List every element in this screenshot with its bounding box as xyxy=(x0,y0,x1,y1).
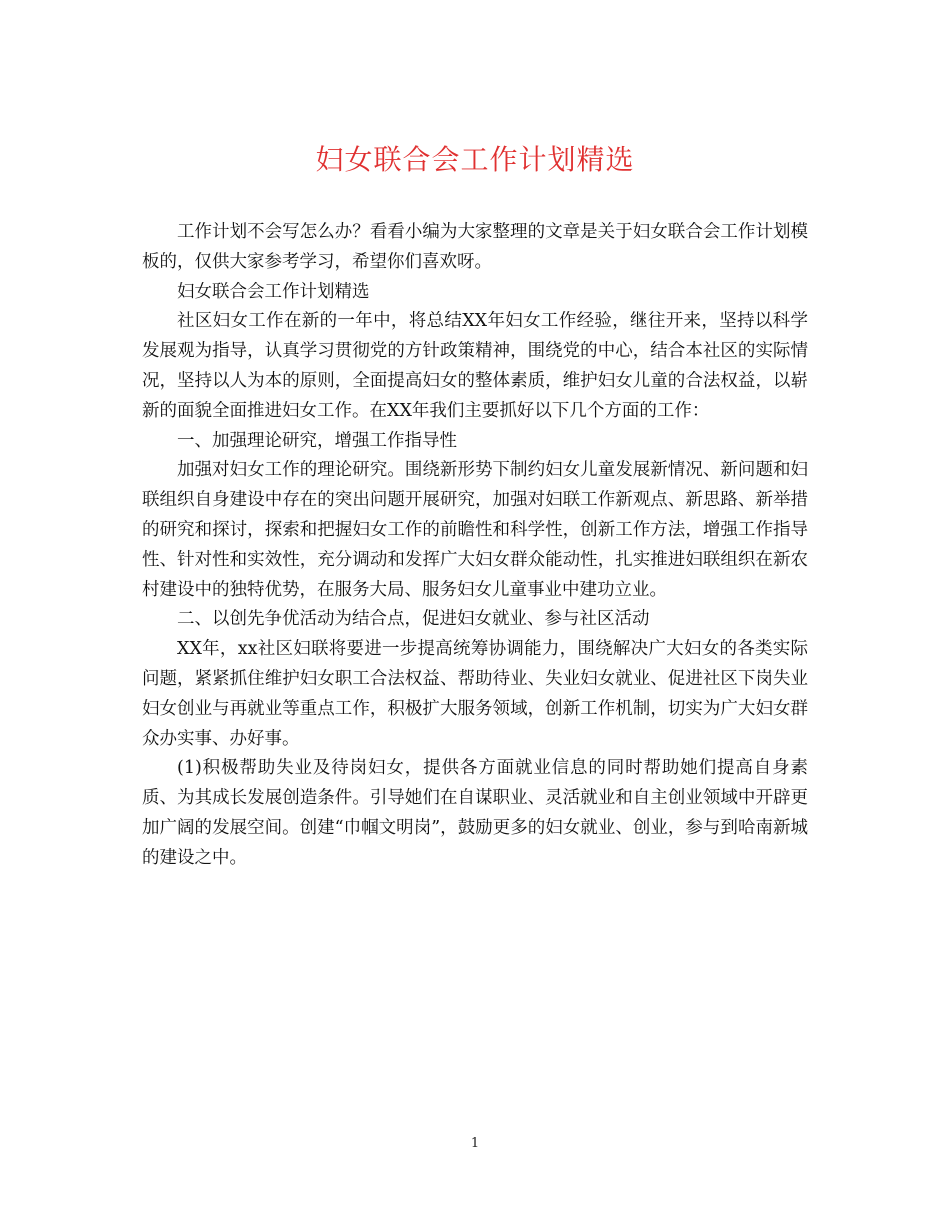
document-title: 妇女联合会工作计划精选 xyxy=(315,143,635,176)
section-paragraph-2: XX年，xx社区妇联将要进一步提高统筹协调能力，围绕解决广大妇女的各类实际问题，紧紧抓住维护妇女职工合法权益、帮助待业、失业妇女就业、促进社区下岗失业妇女创业与再就业等重点工作，积极扩大服务领域，创新工作机制，切实为广大妇女群众办实事、办好事。 xyxy=(142,639,808,749)
document-body xyxy=(142,218,808,874)
page-number: 1 xyxy=(470,1136,480,1151)
section-heading-1: 一、加强理论研究，增强工作指导性 xyxy=(177,430,457,451)
list-item-1: (1)积极帮助失业及待岗妇女，提供各方面就业信息的同时帮助她们提高自身素质、为其成长发展创造条件。引导她们在自谋职业、灵活就业和自主创业领域中开辟更加广阔的发展空间。创建“巾帼文明岗”，鼓励更多的妇女就业、创业，参与到哈南新城的建设之中。 xyxy=(142,758,808,868)
section-paragraph-1: 加强对妇女工作的理论研究。围绕新形势下制约妇女儿童发展新情况、新问题和妇联组织自身建设中存在的突出问题开展研究，加强对妇联工作新观点、新思路、新举措的研究和探讨，探索和把握妇女工作的前瞻性和科学性，创新工作方法，增强工作指导性、针对性和实效性，充分调动和发挥广大妇女群众能动性，扎实推进妇联组织在新农村建设中的独特优势，在服务大局、服务妇女儿童事业中建功立业。 xyxy=(142,460,808,600)
subtitle-paragraph: 妇女联合会工作计划精选 xyxy=(177,281,370,302)
overview-paragraph: 社区妇女工作在新的一年中，将总结XX年妇女工作经验，继往开来，坚持以科学发展观为指导，认真学习贯彻党的方针政策精神，围绕党的中心，结合本社区的实际情况，坚持以人为本的原则，全面提高妇女的整体素质，维护妇女儿童的合法权益，以崭新的面貌全面推进妇女工作。在XX年我们主要抓好以下几个方面的工作： xyxy=(142,311,808,421)
section-heading-2: 二、以创先争优活动为结合点，促进妇女就业、参与社区活动 xyxy=(177,609,650,630)
intro-paragraph: 工作计划不会写怎么办？看看小编为大家整理的文章是关于妇女联合会工作计划模板的，仅供大家参考学习，希望你们喜欢呀。 xyxy=(142,222,808,272)
